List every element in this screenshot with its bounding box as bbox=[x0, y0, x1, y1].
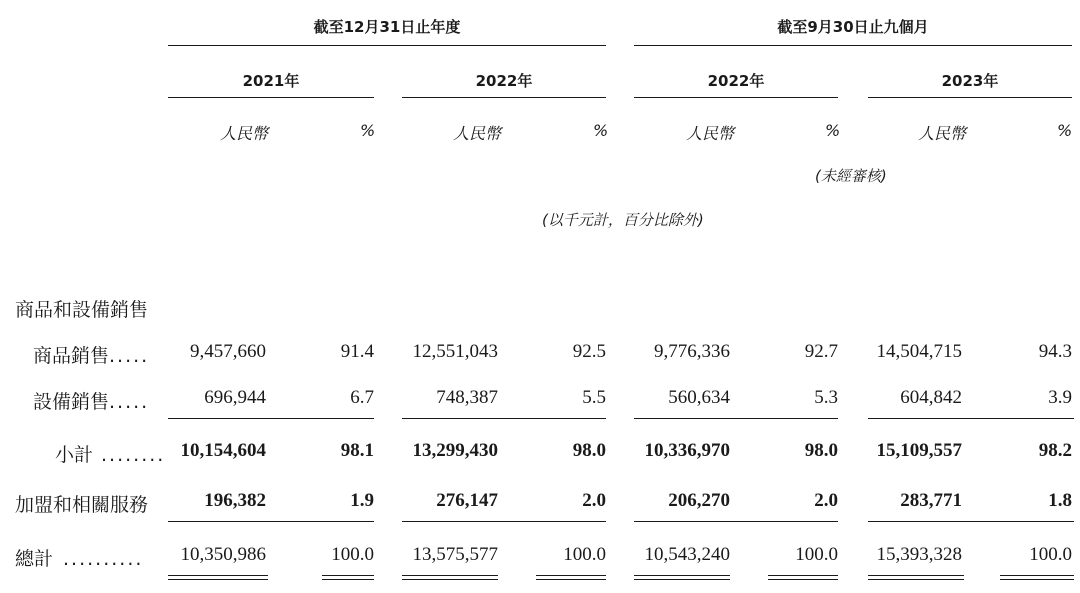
row-label-text: 商品銷售 bbox=[33, 345, 110, 367]
row-label-goods-sales bbox=[33, 341, 149, 368]
cell-franchise-2021-rmb: 196,382 bbox=[204, 490, 266, 511]
row-label-subtotal bbox=[55, 440, 165, 467]
cell-total-2021-pct: 100.0 bbox=[331, 544, 374, 565]
row-leader-dots: ..... bbox=[109, 391, 150, 413]
header-year-2022-9m: 2022年 bbox=[707, 72, 765, 90]
percent-header-1: % bbox=[360, 121, 376, 140]
header-group-fiscal-year: 截至12月31日止年度 bbox=[313, 18, 461, 36]
cell-total-2022-9m-rmb: 10,543,240 bbox=[644, 544, 730, 565]
cell-equipment-sales-2022-9m-pct: 5.3 bbox=[814, 387, 838, 408]
cell-franchise-2022-9m-rmb: 206,270 bbox=[668, 490, 730, 511]
cell-equipment-sales-2021-rmb: 696,944 bbox=[204, 387, 266, 408]
cell-franchise-2023-9m-pct: 1.8 bbox=[1048, 490, 1072, 511]
total-rule bbox=[168, 521, 374, 522]
total-double-rule bbox=[1000, 575, 1074, 580]
row-label-text: 小計 bbox=[55, 444, 94, 466]
cell-subtotal-2023-9m-rmb: 15,109,557 bbox=[876, 440, 962, 461]
cell-equipment-sales-2023-9m-pct: 3.9 bbox=[1048, 387, 1072, 408]
header-year-2022-9m-rule bbox=[634, 97, 838, 98]
cell-franchise-2022fy-rmb: 276,147 bbox=[436, 490, 498, 511]
cell-goods-sales-2023-9m-rmb: 14,504,715 bbox=[876, 341, 962, 362]
currency-header-4: 人民幣 bbox=[918, 124, 967, 143]
total-double-rule bbox=[322, 575, 374, 580]
cell-goods-sales-2022-9m-rmb: 9,776,336 bbox=[654, 341, 730, 362]
cell-goods-sales-2023-9m-pct: 94.3 bbox=[1038, 341, 1072, 362]
cell-total-2023-9m-pct: 100.0 bbox=[1029, 544, 1072, 565]
total-double-rule bbox=[168, 575, 268, 580]
total-double-rule bbox=[868, 575, 964, 580]
cell-goods-sales-2022-9m-pct: 92.7 bbox=[804, 341, 838, 362]
header-year-2021: 2021年 bbox=[242, 72, 300, 90]
unit-note: (以千元計，百分比除外) bbox=[542, 211, 704, 229]
subtotal-rule bbox=[402, 418, 606, 419]
header-group-nine-months: 截至9月30日止九個月 bbox=[777, 18, 929, 36]
cell-subtotal-2022-9m-rmb: 10,336,970 bbox=[644, 440, 730, 461]
cell-franchise-2023-9m-rmb: 283,771 bbox=[900, 490, 962, 511]
header-year-2021-rule bbox=[168, 97, 374, 98]
unaudited-note: (未經審核) bbox=[815, 167, 887, 185]
cell-subtotal-2021-pct: 98.1 bbox=[340, 440, 374, 461]
header-year-2022-fy-rule bbox=[402, 97, 606, 98]
subtotal-rule bbox=[168, 418, 374, 419]
row-label-franchise-services bbox=[15, 490, 148, 517]
cell-equipment-sales-2022fy-rmb: 748,387 bbox=[436, 387, 498, 408]
cell-franchise-2022fy-pct: 2.0 bbox=[582, 490, 606, 511]
total-double-rule bbox=[768, 575, 838, 580]
percent-header-2: % bbox=[593, 121, 609, 140]
header-group-nine-months-rule bbox=[634, 45, 1072, 46]
cell-goods-sales-2021-rmb: 9,457,660 bbox=[190, 341, 266, 362]
currency-header-2: 人民幣 bbox=[453, 124, 502, 143]
cell-goods-sales-2022fy-pct: 92.5 bbox=[572, 341, 606, 362]
cell-total-2022-9m-pct: 100.0 bbox=[795, 544, 838, 565]
row-label-text: 總計 bbox=[15, 548, 54, 570]
cell-equipment-sales-2022fy-pct: 5.5 bbox=[582, 387, 606, 408]
cell-subtotal-2021-rmb: 10,154,604 bbox=[180, 440, 266, 461]
cell-total-2021-rmb: 10,350,986 bbox=[180, 544, 266, 565]
cell-equipment-sales-2022-9m-rmb: 560,634 bbox=[668, 387, 730, 408]
total-double-rule bbox=[536, 575, 606, 580]
header-year-2023-9m: 2023年 bbox=[941, 72, 999, 90]
cell-equipment-sales-2023-9m-rmb: 604,842 bbox=[900, 387, 962, 408]
cell-total-2023-9m-rmb: 15,393,328 bbox=[876, 544, 962, 565]
total-double-rule bbox=[634, 575, 730, 580]
subtotal-rule bbox=[868, 418, 1074, 419]
cell-subtotal-2022fy-pct: 98.0 bbox=[572, 440, 606, 461]
cell-franchise-2021-pct: 1.9 bbox=[350, 490, 374, 511]
header-year-2022-fy: 2022年 bbox=[475, 72, 533, 90]
row-label-text: 加盟和相關服務 bbox=[15, 494, 149, 516]
header-group-fiscal-year-rule bbox=[168, 45, 606, 46]
cell-total-2022fy-pct: 100.0 bbox=[563, 544, 606, 565]
cell-goods-sales-2021-pct: 91.4 bbox=[340, 341, 374, 362]
cell-subtotal-2022fy-rmb: 13,299,430 bbox=[412, 440, 498, 461]
subtotal-rule bbox=[634, 418, 838, 419]
cell-subtotal-2022-9m-pct: 98.0 bbox=[804, 440, 838, 461]
percent-header-3: % bbox=[825, 121, 841, 140]
row-leader-dots: ..... bbox=[109, 345, 150, 367]
row-label-equipment-sales bbox=[33, 387, 149, 414]
cell-total-2022fy-rmb: 13,575,577 bbox=[412, 544, 498, 565]
cell-franchise-2022-9m-pct: 2.0 bbox=[814, 490, 838, 511]
currency-header-3: 人民幣 bbox=[686, 124, 735, 143]
total-double-rule bbox=[402, 575, 498, 580]
row-label-total bbox=[15, 544, 143, 571]
total-rule bbox=[634, 521, 838, 522]
row-leader-dots: .......... bbox=[63, 548, 144, 570]
row-leader-dots: ........ bbox=[101, 444, 166, 466]
row-label-text: 設備銷售 bbox=[33, 391, 110, 413]
currency-header-1: 人民幣 bbox=[220, 124, 269, 143]
header-year-2023-9m-rule bbox=[868, 97, 1072, 98]
cell-equipment-sales-2021-pct: 6.7 bbox=[350, 387, 374, 408]
section-title-goods-equipment-sales: 商品和設備銷售 bbox=[15, 299, 149, 321]
total-rule bbox=[402, 521, 606, 522]
total-rule bbox=[868, 521, 1074, 522]
cell-subtotal-2023-9m-pct: 98.2 bbox=[1038, 440, 1072, 461]
cell-goods-sales-2022fy-rmb: 12,551,043 bbox=[412, 341, 498, 362]
percent-header-4: % bbox=[1057, 121, 1073, 140]
